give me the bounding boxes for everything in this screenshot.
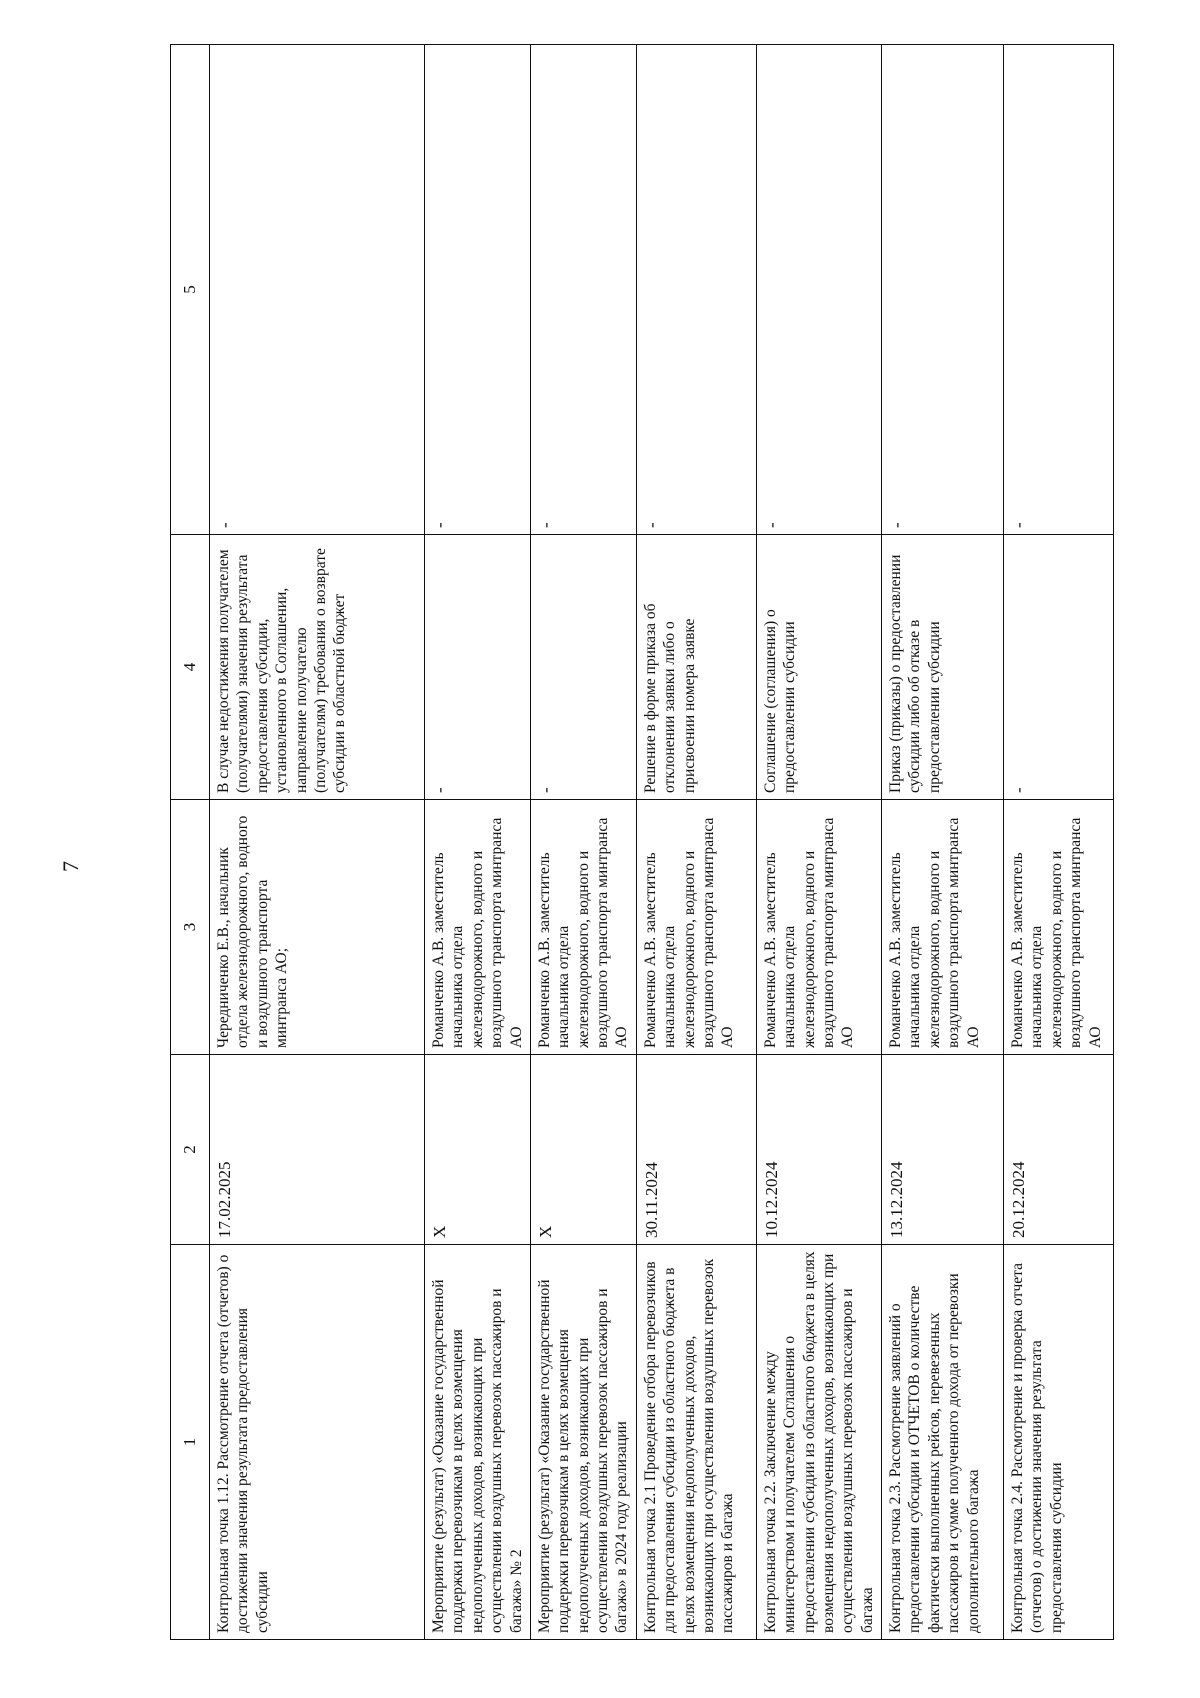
row-date: 17.02.2025	[210, 1055, 425, 1245]
row-name: Контрольная точка 1.12. Рассмотрение отчета (отчетов) о достижении значения результата предоставления субсидии	[210, 1245, 425, 1640]
row-date: 13.12.2024	[882, 1055, 1004, 1245]
row-col5: -	[530, 45, 636, 535]
table-row	[210, 45, 425, 1640]
row-date: Х	[530, 1055, 636, 1245]
row-name: Мероприятие (результат) «Оказание государственной поддержки перевозчикам в целях возмещения недополученных доходов, возникающих при осуществлении воздушных перевозок пассажиров и багажа» в 2024 году реализации	[530, 1245, 636, 1640]
row-col5: -	[636, 45, 756, 535]
row-name: Мероприятие (результат) «Оказание государственной поддержки перевозчикам в целях возмещения недополученных доходов, возникающих при осуществлении воздушных перевозок пассажиров и багажа» № 2	[425, 1245, 531, 1640]
table-row	[425, 45, 531, 1640]
row-name: Контрольная точка 2.1 Проведение отбора перевозчиков для предоставления субсидии из областного бюджета в целях возмещения недополученных доходов, возникающих при осуществлении воздушных перевозок пассажиров и багажа	[636, 1245, 756, 1640]
table-header-row	[171, 45, 210, 1640]
column-header-5: 5	[171, 45, 210, 535]
row-responsible: Романченко А.В. заместитель начальника отдела железнодорожного, водного и воздушного транспорта минтранса АО	[636, 800, 756, 1055]
row-name: Контрольная точка 2.4. Рассмотрение и проверка отчета (отчетов) о достижении значения результата предоставления субсидии	[1004, 1245, 1114, 1640]
row-document: -	[425, 535, 531, 800]
row-document: Приказ (приказы) о предоставлении субсидии либо об отказе в предоставлении субсидии	[882, 535, 1004, 800]
schedule-table	[170, 44, 1114, 1640]
row-date: 10.12.2024	[756, 1055, 881, 1245]
row-document: В случае недостижения получателем (получателями) значения результата предоставления субсидии, установленного в Соглашении, направление получателю (получателям) требования о возврате субсидии в областной бюджет	[210, 535, 425, 800]
row-date: 20.12.2024	[1004, 1055, 1114, 1245]
column-header-4: 4	[171, 535, 210, 800]
page-number: 7	[58, 861, 83, 872]
row-col5: -	[425, 45, 531, 535]
row-responsible: Романченко А.В. заместитель начальника отдела железнодорожного, водного и воздушного транспорта минтранса АО	[425, 800, 531, 1055]
column-header-1: 1	[171, 1245, 210, 1640]
row-name: Контрольная точка 2.2. Заключение между министерством и получателем Соглашения о предоставлении субсидии из областного бюджета в целях возмещения недополученных доходов, возникающих при осуществлении воздушных перевозок пассажиров и багажа	[756, 1245, 881, 1640]
row-col5: -	[1004, 45, 1114, 535]
row-responsible: Чередниченко Е.В., начальник отдела железнодорожного, водного и воздушного транспорта минтранса АО;	[210, 800, 425, 1055]
row-col5: -	[756, 45, 881, 535]
table-row	[530, 45, 636, 1640]
row-date: 30.11.2024	[636, 1055, 756, 1245]
row-col5: -	[210, 45, 425, 535]
row-responsible: Романченко А.В. заместитель начальника отдела железнодорожного, водного и воздушного транспорта минтранса АО	[882, 800, 1004, 1055]
row-document: -	[1004, 535, 1114, 800]
row-document: Соглашение (соглашения) о предоставлении субсидии	[756, 535, 881, 800]
column-header-3: 3	[171, 800, 210, 1055]
row-date: Х	[425, 1055, 531, 1245]
table-row	[636, 45, 756, 1640]
column-header-2: 2	[171, 1055, 210, 1245]
row-name: Контрольная точка 2.3. Рассмотрение заявлений о предоставлении субсидии и ОТЧЕТОВ о количестве фактически выполненных рейсов, перевезенных пассажиров и сумме полученного дохода от перевозки дополнительного багажа	[882, 1245, 1004, 1640]
rotated-page	[170, 45, 1104, 1640]
row-document: Решение в форме приказа об отклонении заявки либо о присвоении номера заявке	[636, 535, 756, 800]
table-row	[1004, 45, 1114, 1640]
row-col5: -	[882, 45, 1004, 535]
table-row	[882, 45, 1004, 1640]
row-responsible: Романченко А.В. заместитель начальника отдела железнодорожного, водного и воздушного транспорта минтранса АО	[756, 800, 881, 1055]
table-row	[756, 45, 881, 1640]
row-responsible: Романченко А.В. заместитель начальника отдела железнодорожного, водного и воздушного транспорта минтранса АО	[530, 800, 636, 1055]
row-responsible: Романченко А.В. заместитель начальника отдела железнодорожного, водного и воздушного транспорта минтранса АО	[1004, 800, 1114, 1055]
row-document: -	[530, 535, 636, 800]
